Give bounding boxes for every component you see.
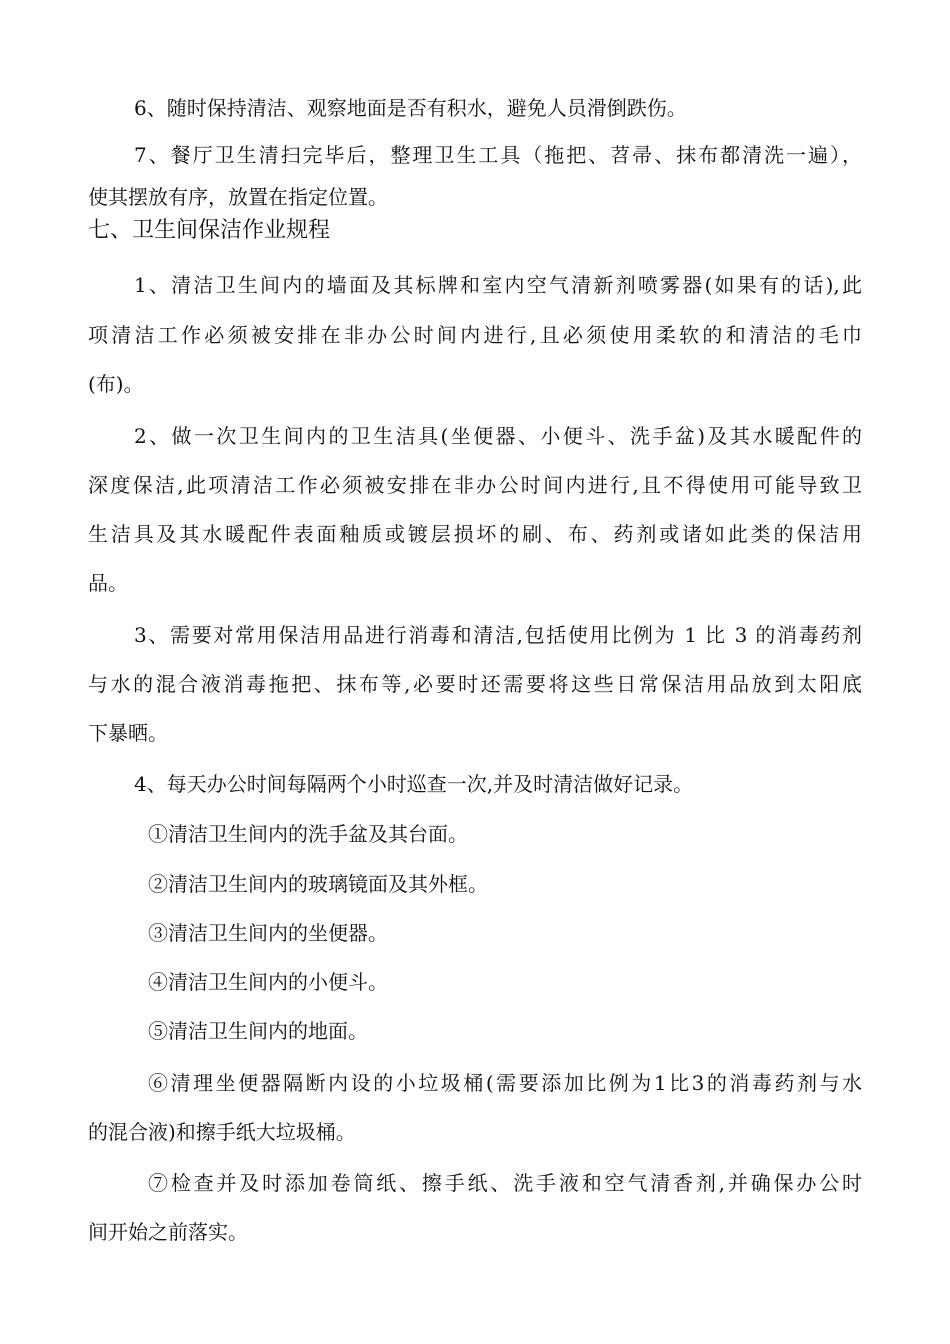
- para-2-line-3: 生洁具及其水暖配件表面釉质或镀层损坏的刷、布、药剂或诸如此类的保洁用: [88, 522, 862, 546]
- subitem-6-line-1: ⑥清理坐便器隔断内设的小垃圾桶(需要添加比例为1比3的消毒药剂与水: [148, 1071, 862, 1095]
- para-2-line-2: 深度保洁,此项清洁工作必须被安排在非办公时间内进行,且不得使用可能导致卫: [88, 473, 862, 497]
- subitem-6-line-2: 的混合液)和擦手纸大垃圾桶。: [88, 1120, 356, 1144]
- subitem-3: ③清洁卫生间内的坐便器。: [148, 921, 388, 945]
- subitem-7-line-2: 间开始之前落实。: [88, 1220, 248, 1244]
- section-title: 七、卫生间保洁作业规程: [88, 218, 331, 243]
- para-1-line-1: 1、清洁卫生间内的墙面及其标牌和室内空气清新剂喷雾器(如果有的话),此: [134, 273, 862, 297]
- para-2-line-1: 2、做一次卫生间内的卫生洁具(坐便器、小便斗、洗手盆)及其水暖配件的: [134, 424, 862, 448]
- item-7-line-1: 7、餐厅卫生清扫完毕后，整理卫生工具（拖把、苕帚、抹布都清洗一遍），: [134, 143, 862, 167]
- subitem-7-line-1: ⑦检查并及时添加卷筒纸、擦手纸、洗手液和空气清香剂,并确保办公时: [148, 1171, 862, 1195]
- item-7-line-2: 使其摆放有序，放置在指定位置。: [88, 185, 388, 209]
- subitem-5: ⑤清洁卫生间内的地面。: [148, 1019, 368, 1043]
- para-1-line-3: (布)。: [88, 372, 144, 396]
- para-2-line-4: 品。: [88, 571, 128, 595]
- para-1-line-2: 项清洁工作必须被安排在非办公时间内进行,且必须使用柔软的和清洁的毛巾: [88, 323, 862, 347]
- subitem-2: ②清洁卫生间内的玻璃镜面及其外框。: [148, 872, 488, 896]
- subitem-4: ④清洁卫生间内的小便斗。: [148, 970, 388, 994]
- para-3-line-3: 下暴晒。: [88, 721, 168, 745]
- para-3-line-1: 3、需要对常用保洁用品进行消毒和清洁,包括使用比例为 1 比 3 的消毒药剂: [134, 623, 862, 647]
- para-4: 4、每天办公时间每隔两个小时巡查一次,并及时清洁做好记录。: [134, 772, 694, 796]
- item-6: 6、随时保持清洁、观察地面是否有积水，避免人员滑倒跌伤。: [134, 96, 687, 120]
- subitem-1: ①清洁卫生间内的洗手盆及其台面。: [148, 822, 468, 846]
- para-3-line-2: 与水的混合液消毒拖把、抹布等,必要时还需要将这些日常保洁用品放到太阳底: [88, 672, 862, 696]
